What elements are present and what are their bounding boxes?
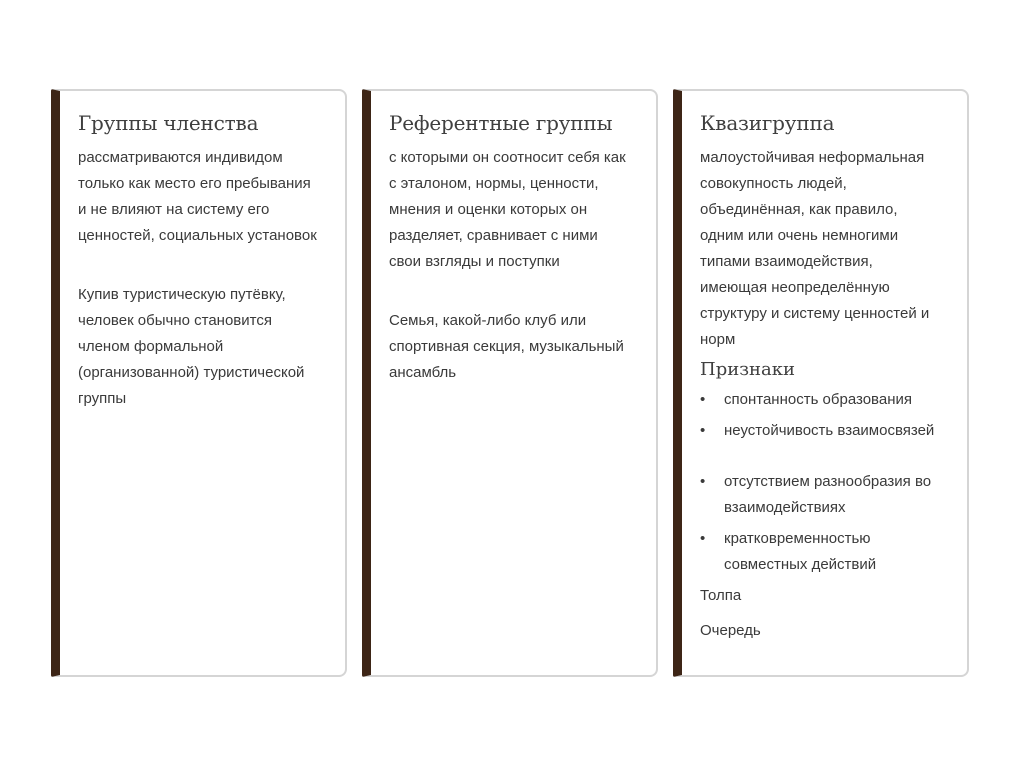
card-description: с которыми он соотносит себя как с эталоном, нормы, ценности, мнения и оценки которых он разделяет, сравнивает с ними свои взгляды и поступки <box>389 149 626 270</box>
list-item <box>700 469 957 521</box>
card-example: Семья, какой-либо клуб или спортивная секция, музыкальный ансамбль <box>389 312 624 381</box>
list-item-text: неустойчивость взаимосвязей <box>724 422 935 439</box>
card-title: Референтные группы <box>389 111 613 135</box>
signs-list <box>700 387 957 578</box>
list-item <box>700 418 957 444</box>
list-item-text: спонтанность образования <box>724 391 912 408</box>
card-description: малоустойчивая неформальная совокупность людей, объединённая, как правило, одним или очень немногими типами взаимодействия, имеющая неопределённую структуру и систему ценностей и норм <box>700 149 930 348</box>
card-reference-groups <box>362 89 658 677</box>
bullet-icon: • <box>700 530 706 547</box>
bullet-icon: • <box>700 473 706 490</box>
crowd-item: Толпа <box>700 587 742 604</box>
card-title: Группы членства <box>78 111 259 135</box>
bullet-icon: • <box>700 391 706 408</box>
card-description: рассматриваются индивидом только как место его пребывания и не влияют на систему его ценностей, социальных установок <box>78 149 317 244</box>
card-example: Купив туристическую путёвку, человек обычно становится членом формальной (организованной) туристической группы <box>78 286 305 407</box>
card-title: Квазигруппа <box>700 111 835 135</box>
list-item <box>700 387 957 413</box>
queue-item: Очередь <box>700 622 761 639</box>
card-quasigroup <box>673 89 969 677</box>
list-item-text: отсутствием разнообразия во взаимодействиях <box>724 473 932 516</box>
list-item-text: кратковременностью совместных действий <box>724 530 877 573</box>
signs-subtitle: Признаки <box>700 359 796 380</box>
bullet-icon: • <box>700 422 706 439</box>
list-item <box>700 526 957 578</box>
card-membership-groups <box>51 89 347 677</box>
